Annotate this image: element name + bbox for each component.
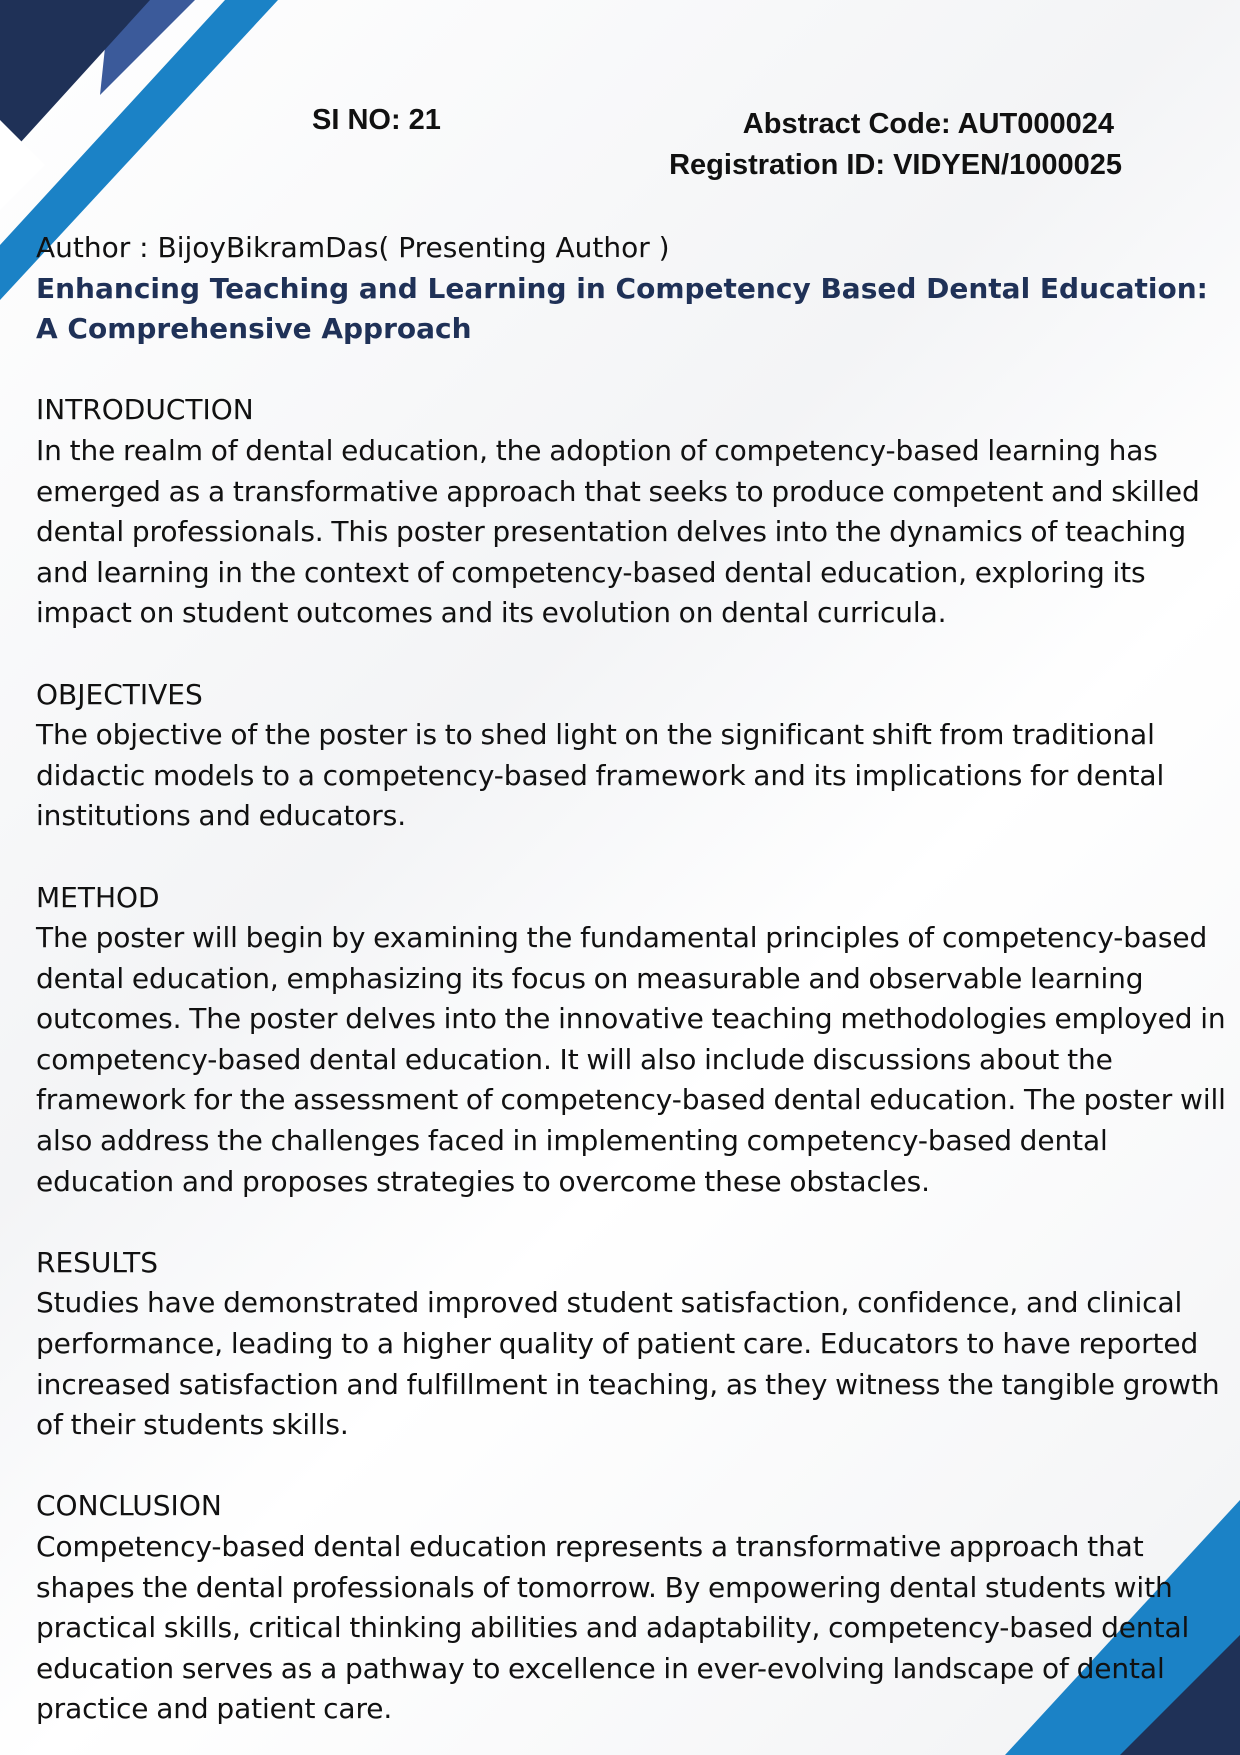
- section-body: The poster will begin by examining the fundamental principles of competency-based dental education, emphasizing its focus on measurable and observable learning outcomes. The poster delves into the innovative teaching methodologies employed in competency-based dental education. It will also include discussions about the framework for the assessment of competency-based dental education. The poster will also address the challenges faced in implementing competency-based dental education and proposes strategies to overcome these obstacles.: [36, 921, 1226, 1198]
- section-results: [36, 1243, 1236, 1446]
- section-heading: METHOD: [36, 880, 160, 914]
- section-conclusion: [36, 1486, 1236, 1730]
- section-heading: RESULTS: [36, 1245, 159, 1279]
- section-objectives: [36, 675, 1236, 837]
- section-body: Competency-based dental education represents a transformative approach that shapes the dental professionals of tomorrow. By empowering dental students with practical skills, critical thinking abilities and adaptability, competency-based dental education serves as a pathway to excellence in ever-evolving landscape of dental practice and patient care.: [36, 1530, 1190, 1726]
- section-body: Studies have demonstrated improved student satisfaction, confidence, and clinical performance, leading to a higher quality of patient care. Educators to have reported increased satisfaction and fulfillment in teaching, as they witness the tangible growth of their students skills.: [36, 1286, 1220, 1442]
- abstract-code: Abstract Code: AUT000024: [742, 108, 1114, 140]
- abstract-content: [36, 228, 1236, 1730]
- registration-id: Registration ID: VIDYEN/1000025: [669, 149, 1122, 181]
- header-codes: [600, 104, 1122, 186]
- section-body: In the realm of dental education, the adoption of competency-based learning has emerged as a transformative approach that seeks to produce competent and skilled dental professionals. This poster presentation delves into the dynamics of teaching and learning in the context of competency-based dental education, exploring its impact on student outcomes and its evolution on dental curricula.: [36, 433, 1200, 630]
- section-body: The objective of the poster is to shed light on the significant shift from traditional didactic models to a competency-based framework and its implications for dental institutions and educators.: [36, 718, 1165, 833]
- si-number: SI NO: 21: [312, 104, 441, 136]
- section-heading: CONCLUSION: [36, 1489, 222, 1523]
- author-line: Author : BijoyBikramDas( Presenting Author ): [36, 231, 670, 264]
- section-method: [36, 878, 1236, 1203]
- abstract-title: Enhancing Teaching and Learning in Competency Based Dental Education: A Comprehensive Approach: [36, 271, 1208, 346]
- section-introduction: [36, 390, 1236, 634]
- section-heading: INTRODUCTION: [36, 393, 254, 427]
- section-heading: OBJECTIVES: [36, 677, 203, 711]
